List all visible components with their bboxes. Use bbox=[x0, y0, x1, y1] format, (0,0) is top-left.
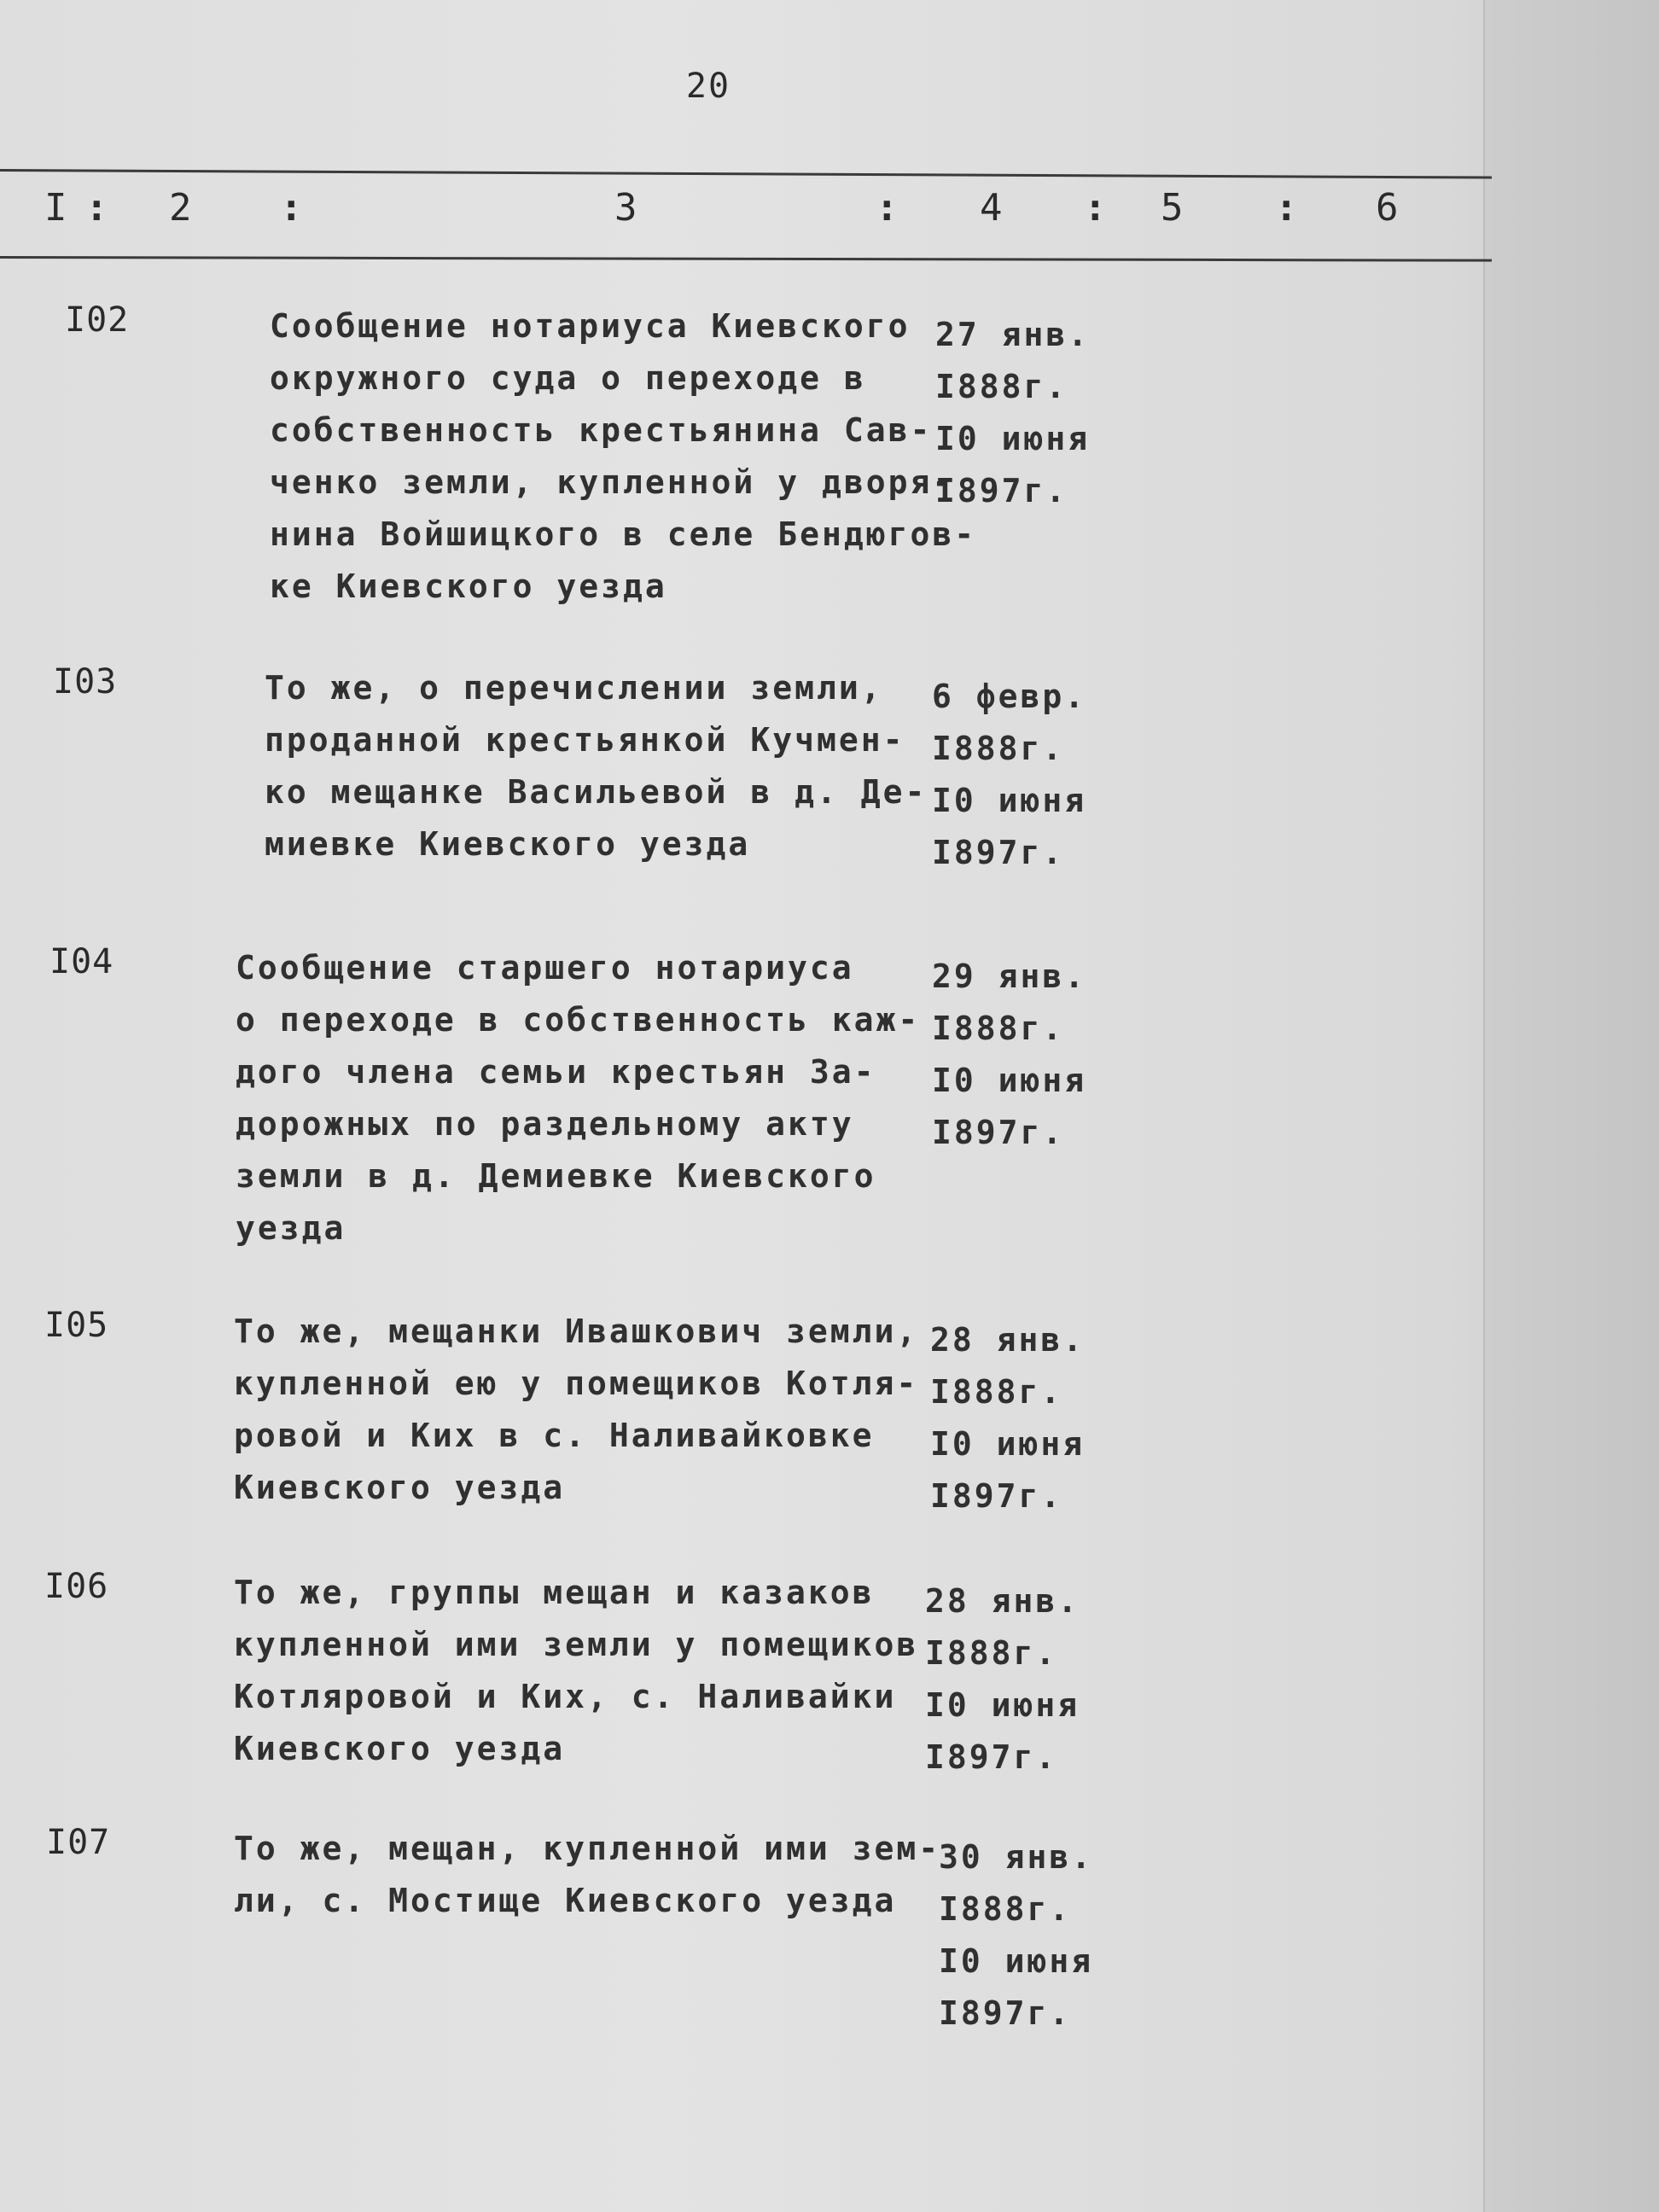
entry-dates bbox=[925, 1575, 1113, 1784]
date-line: I0 июня bbox=[932, 1062, 1087, 1099]
header-rule-top bbox=[0, 169, 1492, 179]
column-separator: : bbox=[280, 186, 303, 230]
entry-dates bbox=[932, 951, 1120, 1159]
date-line: I897г. bbox=[930, 1477, 1063, 1515]
description-line: ке Киевского уезда bbox=[270, 568, 667, 605]
date-line: I0 июня bbox=[939, 1942, 1094, 1980]
column-header-3: 3 bbox=[614, 186, 637, 230]
entry-dates bbox=[930, 1314, 1118, 1522]
date-line: I897г. bbox=[932, 1114, 1065, 1151]
date-line: 27 янв. bbox=[935, 316, 1091, 353]
description-line: дорожных по раздельному акту bbox=[236, 1105, 854, 1143]
date-line: 28 янв. bbox=[925, 1582, 1080, 1620]
entry-number: I06 bbox=[44, 1567, 109, 1606]
entry-dates bbox=[939, 1831, 1126, 2040]
description-line: миевке Киевского уезда bbox=[265, 825, 751, 863]
description-line: купленной ею у помещиков Котля- bbox=[234, 1365, 919, 1402]
date-line: I897г. bbox=[935, 472, 1068, 509]
date-line: 6 февр. bbox=[932, 678, 1087, 715]
entry-number: I04 bbox=[49, 942, 114, 981]
entry-description bbox=[234, 1567, 917, 1775]
entry-description bbox=[265, 662, 947, 870]
description-line: То же, мещанки Ивашкович земли, bbox=[234, 1313, 919, 1350]
description-line: нина Войшицкого в селе Бендюгов- bbox=[270, 515, 977, 553]
entry-description bbox=[234, 1823, 941, 1927]
entry-number: I02 bbox=[65, 300, 130, 340]
description-line: Киевского уезда bbox=[234, 1469, 566, 1506]
date-line: I897г. bbox=[932, 834, 1065, 871]
date-line: I0 июня bbox=[932, 782, 1087, 819]
entry-number: I05 bbox=[44, 1306, 109, 1345]
description-line: уезда bbox=[236, 1209, 346, 1247]
description-line: То же, мещан, купленной ими зем- bbox=[234, 1830, 941, 1867]
date-line: 29 янв. bbox=[932, 958, 1087, 995]
column-separator: : bbox=[1084, 186, 1107, 230]
date-line: I897г. bbox=[939, 1994, 1072, 2032]
description-line: дого члена семьи крестьян За- bbox=[236, 1053, 876, 1091]
column-separator: : bbox=[876, 186, 899, 230]
column-header-1: I bbox=[44, 186, 67, 230]
description-line: собственность крестьянина Сав- bbox=[270, 411, 933, 449]
column-separator: : bbox=[85, 186, 108, 230]
entry-number: I03 bbox=[53, 662, 118, 701]
column-separator: : bbox=[1275, 186, 1298, 230]
description-line: земли в д. Демиевке Киевского bbox=[236, 1157, 876, 1195]
date-line: I888г. bbox=[930, 1373, 1063, 1411]
date-line: I888г. bbox=[939, 1890, 1072, 1928]
column-header-6: 6 bbox=[1376, 186, 1399, 230]
date-line: I897г. bbox=[925, 1738, 1058, 1776]
description-line: о переходе в собственность каж- bbox=[236, 1001, 921, 1039]
date-line: I0 июня bbox=[935, 420, 1091, 457]
entry-number: I07 bbox=[46, 1823, 111, 1862]
description-line: Котляровой и Ких, с. Наливайки bbox=[234, 1678, 897, 1715]
column-header-4: 4 bbox=[980, 186, 1003, 230]
date-line: I888г. bbox=[925, 1634, 1058, 1672]
page-number: 20 bbox=[685, 67, 731, 106]
entry-dates bbox=[935, 309, 1123, 517]
description-line: ченко земли, купленной у дворя- bbox=[270, 463, 955, 501]
description-line: купленной ими земли у помещиков bbox=[234, 1626, 919, 1663]
date-line: 30 янв. bbox=[939, 1838, 1094, 1876]
date-line: 28 янв. bbox=[930, 1321, 1086, 1359]
entry-dates bbox=[932, 671, 1120, 879]
description-line: То же, о перечислении земли, bbox=[265, 669, 883, 707]
description-line: Сообщение старшего нотариуса bbox=[236, 949, 854, 987]
entry-description bbox=[236, 942, 921, 1254]
description-line: ко мещанке Васильевой в д. Де- bbox=[265, 773, 928, 811]
description-line: То же, группы мещан и казаков bbox=[234, 1574, 875, 1611]
entry-description bbox=[234, 1306, 917, 1514]
description-line: окружного суда о переходе в bbox=[270, 359, 866, 397]
description-line: Киевского уезда bbox=[234, 1730, 566, 1767]
date-line: I0 июня bbox=[930, 1425, 1086, 1463]
column-header-2: 2 bbox=[169, 186, 192, 230]
description-line: ровой и Ких в с. Наливайковке bbox=[234, 1417, 875, 1454]
page-edge-shadow bbox=[1483, 0, 1659, 2212]
date-line: I888г. bbox=[935, 368, 1068, 405]
date-line: I888г. bbox=[932, 1010, 1065, 1047]
date-line: I888г. bbox=[932, 730, 1065, 767]
date-line: I0 июня bbox=[925, 1686, 1080, 1724]
column-header-5: 5 bbox=[1161, 186, 1184, 230]
description-line: Сообщение нотариуса Киевского bbox=[270, 307, 911, 345]
entry-description bbox=[270, 300, 977, 613]
description-line: ли, с. Мостище Киевского уезда bbox=[234, 1882, 897, 1919]
description-line: проданной крестьянкой Кучмен- bbox=[265, 721, 905, 759]
header-rule-bottom bbox=[0, 256, 1492, 262]
